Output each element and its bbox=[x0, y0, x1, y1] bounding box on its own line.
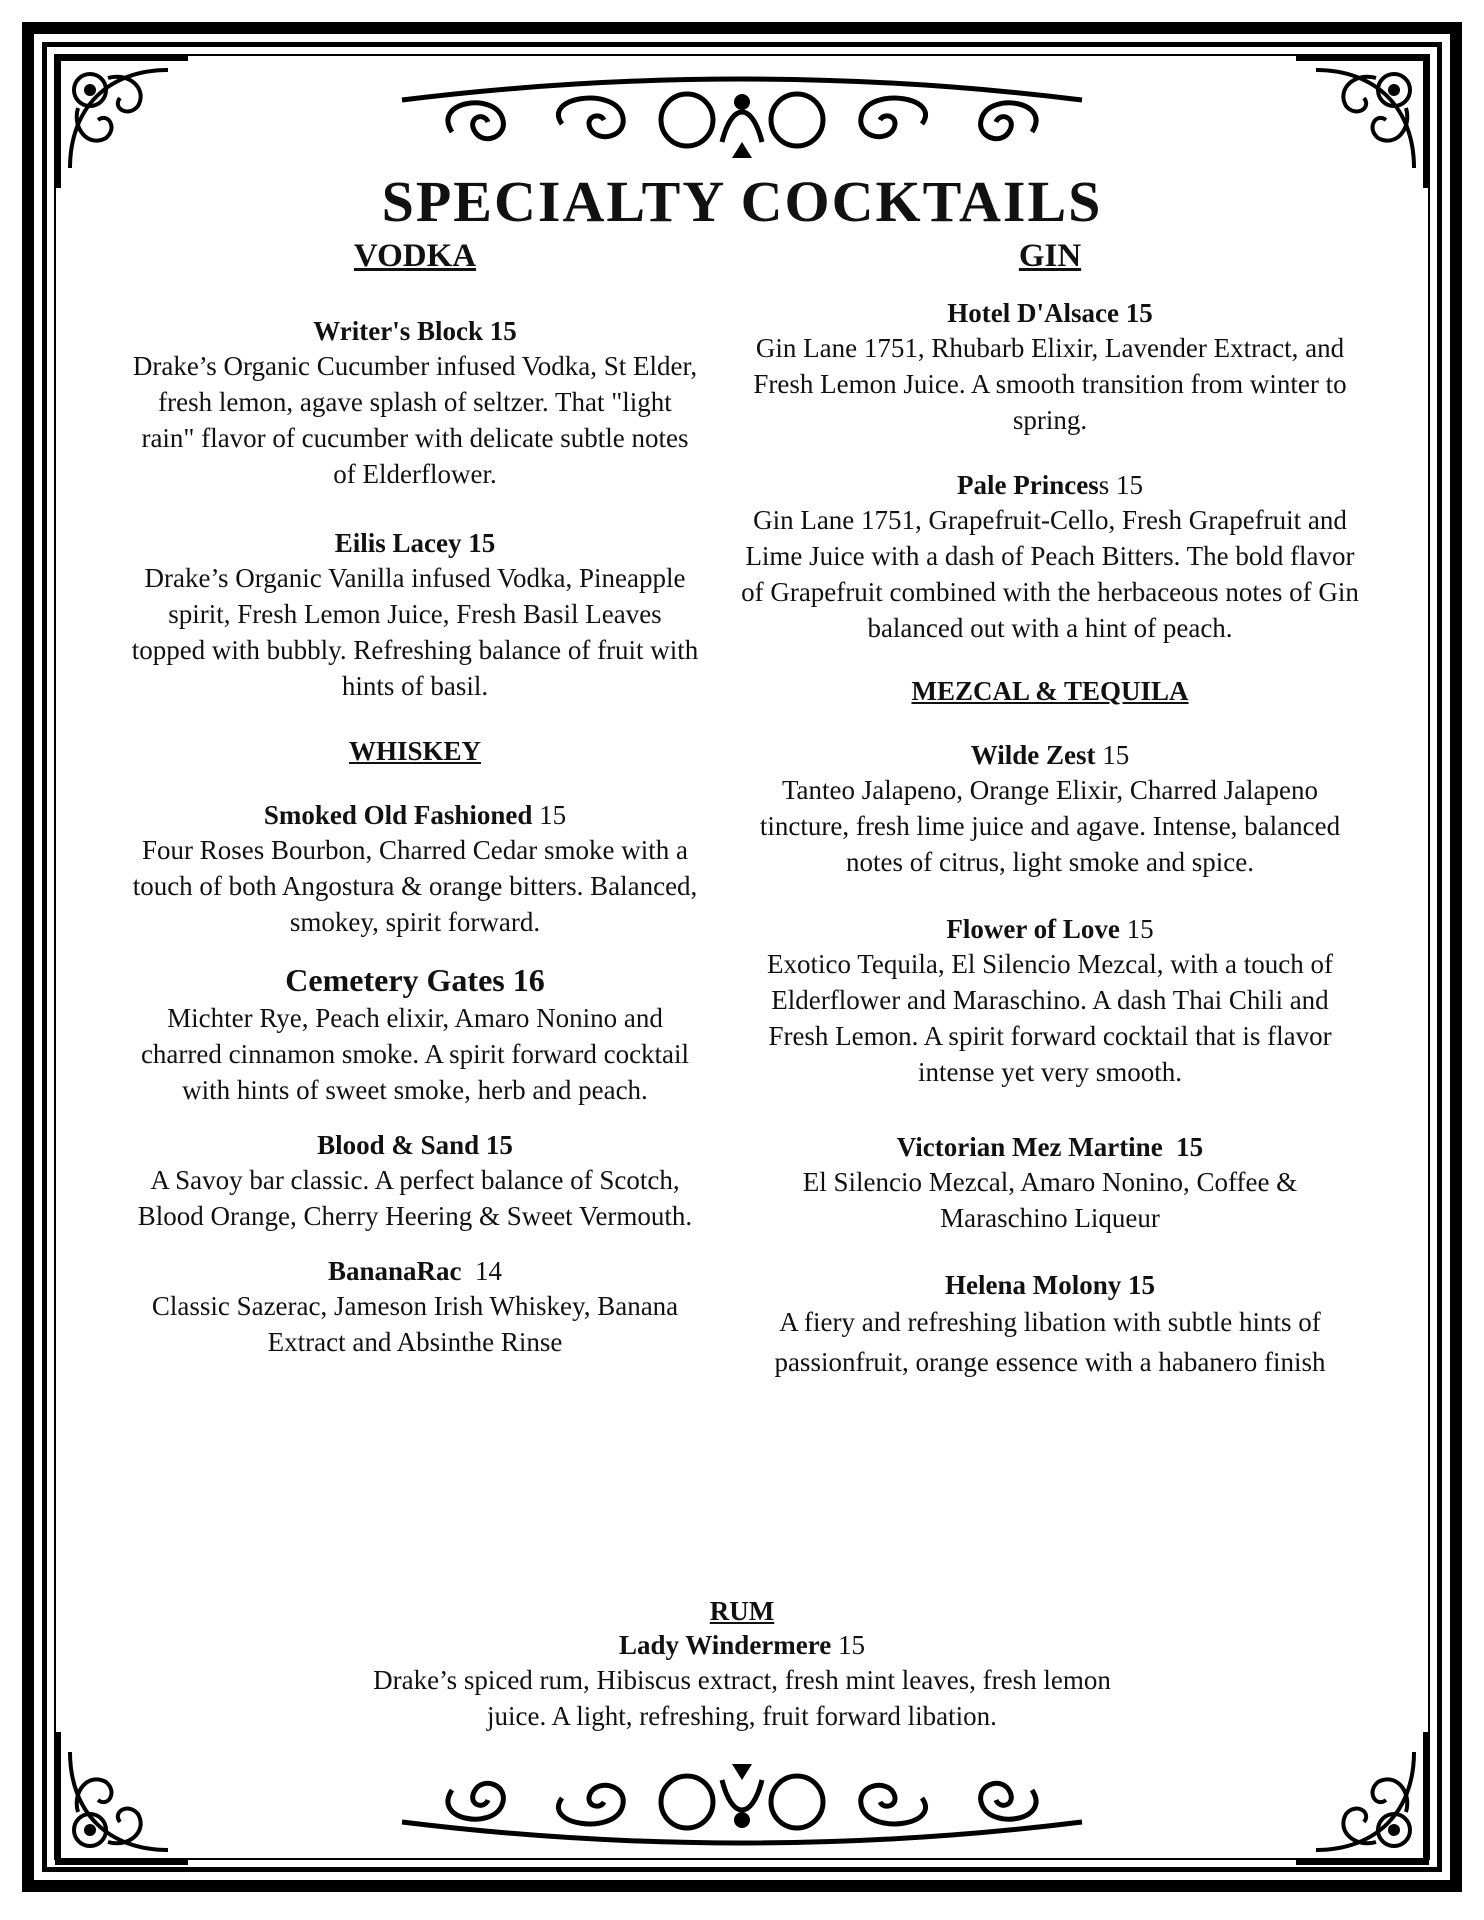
item-name: Hotel D'Alsace 15 bbox=[947, 298, 1153, 328]
item-name: Blood & Sand 15 bbox=[317, 1130, 513, 1160]
menu-item-pale-princess bbox=[740, 468, 1360, 646]
item-description: El Silencio Mezcal, Amaro Nonino, Coffee & Maraschino Liqueur bbox=[802, 1167, 1298, 1233]
bottom-scroll-ornament bbox=[392, 1760, 1092, 1860]
whiskey-heading: WHISKEY bbox=[348, 736, 482, 766]
corner-ornament-bottom-right bbox=[1286, 1722, 1436, 1872]
item-name: Cemetery Gates 16 bbox=[285, 962, 545, 998]
menu-item-hotel-dalsace bbox=[740, 296, 1360, 438]
item-description: Drake’s spiced rum, Hibiscus extract, fresh mint leaves, fresh lemon juice. A light, refreshing, fruit forward libation. bbox=[373, 1665, 1111, 1731]
top-scroll-ornament bbox=[392, 62, 1092, 162]
menu-item-flower-of-love bbox=[740, 912, 1360, 1090]
item-description: A fiery and refreshing libation with subtle hints of passionfruit, orange essence with a habanero finish bbox=[774, 1307, 1326, 1377]
item-name: Victorian Mez Martine 15 bbox=[896, 1132, 1204, 1162]
rum-section bbox=[300, 1594, 1184, 1734]
item-name: Flower of Love 15 bbox=[946, 914, 1154, 944]
menu-item-blood-and-sand bbox=[130, 1128, 700, 1234]
item-description: Drake’s Organic Vanilla infused Vodka, Pineapple spirit, Fresh Lemon Juice, Fresh Basil Leaves topped with bubbly. Refreshing balance of fruit with hints of basil. bbox=[131, 563, 699, 701]
item-description: Gin Lane 1751, Rhubarb Elixir, Lavender Extract, and Fresh Lemon Juice. A smooth transition from winter to spring. bbox=[753, 333, 1347, 435]
menu-item-smoked-old-fashioned bbox=[130, 798, 700, 940]
item-name: Lady Windermere 15 bbox=[618, 1630, 865, 1660]
item-name: Writer's Block 15 bbox=[313, 316, 517, 346]
vodka-heading: VODKA bbox=[353, 238, 477, 274]
item-description: A Savoy bar classic. A perfect balance of Scotch, Blood Orange, Cherry Heering & Sweet Vermouth. bbox=[137, 1165, 693, 1231]
item-name: Eilis Lacey 15 bbox=[334, 528, 496, 558]
menu-item-victorian-mez-martine bbox=[740, 1130, 1360, 1236]
item-description: Four Roses Bourbon, Charred Cedar smoke with a touch of both Angostura & orange bitters. Balanced, smokey, spirit forward. bbox=[132, 835, 698, 937]
gin-heading: GIN bbox=[1018, 238, 1082, 274]
page-title: SPECIALTY COCKTAILS bbox=[381, 169, 1103, 234]
menu-item-cemetery-gates bbox=[130, 960, 700, 1108]
mezcal-tequila-heading: MEZCAL & TEQUILA bbox=[911, 676, 1189, 706]
item-description: Drake’s Organic Cucumber infused Vodka, St Elder, fresh lemon, agave splash of seltzer. That "light rain" flavor of cucumber with delicate subtle notes of Elderflower. bbox=[132, 351, 698, 489]
item-name: Smoked Old Fashioned 15 bbox=[263, 800, 567, 830]
item-description: Tanteo Jalapeno, Orange Elixir, Charred Jalapeno tincture, fresh lime juice and agave. Intense, balanced notes of citrus, light smoke and spice. bbox=[759, 775, 1341, 877]
right-column bbox=[740, 236, 1360, 1382]
menu-item-helena-molony bbox=[740, 1268, 1360, 1382]
item-name: BananaRac 14 bbox=[327, 1256, 503, 1286]
menu-item-bananarac bbox=[130, 1254, 700, 1360]
item-description: Michter Rye, Peach elixir, Amaro Nonino and charred cinnamon smoke. A spirit forward cocktail with hints of sweet smoke, herb and peach. bbox=[140, 1003, 690, 1105]
item-name: Helena Molony 15 bbox=[945, 1270, 1155, 1300]
item-name: Wilde Zest 15 bbox=[970, 740, 1130, 770]
menu-item-writers-block bbox=[130, 314, 700, 492]
item-description: Classic Sazerac, Jameson Irish Whiskey, Banana Extract and Absinthe Rinse bbox=[151, 1291, 679, 1357]
item-description: Exotico Tequila, El Silencio Mezcal, with a touch of Elderflower and Maraschino. A dash Thai Chili and Fresh Lemon. A spirit forward cocktail that is flavor intense yet very smooth. bbox=[767, 949, 1333, 1087]
menu-item-lady-windermere bbox=[300, 1628, 1184, 1734]
item-name: Pale Princess 15 bbox=[957, 470, 1143, 500]
item-description: Gin Lane 1751, Grapefruit-Cello, Fresh Grapefruit and Lime Juice with a dash of Peach Bitters. The bold flavor of Grapefruit combined with the herbaceous notes of Gin balanced out with a hint of peach. bbox=[741, 505, 1359, 643]
menu-item-wilde-zest bbox=[740, 738, 1360, 880]
menu-item-eilis-lacey bbox=[130, 526, 700, 704]
rum-heading: RUM bbox=[709, 1596, 775, 1626]
corner-ornament-bottom-left bbox=[48, 1722, 198, 1872]
left-column bbox=[130, 236, 700, 1360]
